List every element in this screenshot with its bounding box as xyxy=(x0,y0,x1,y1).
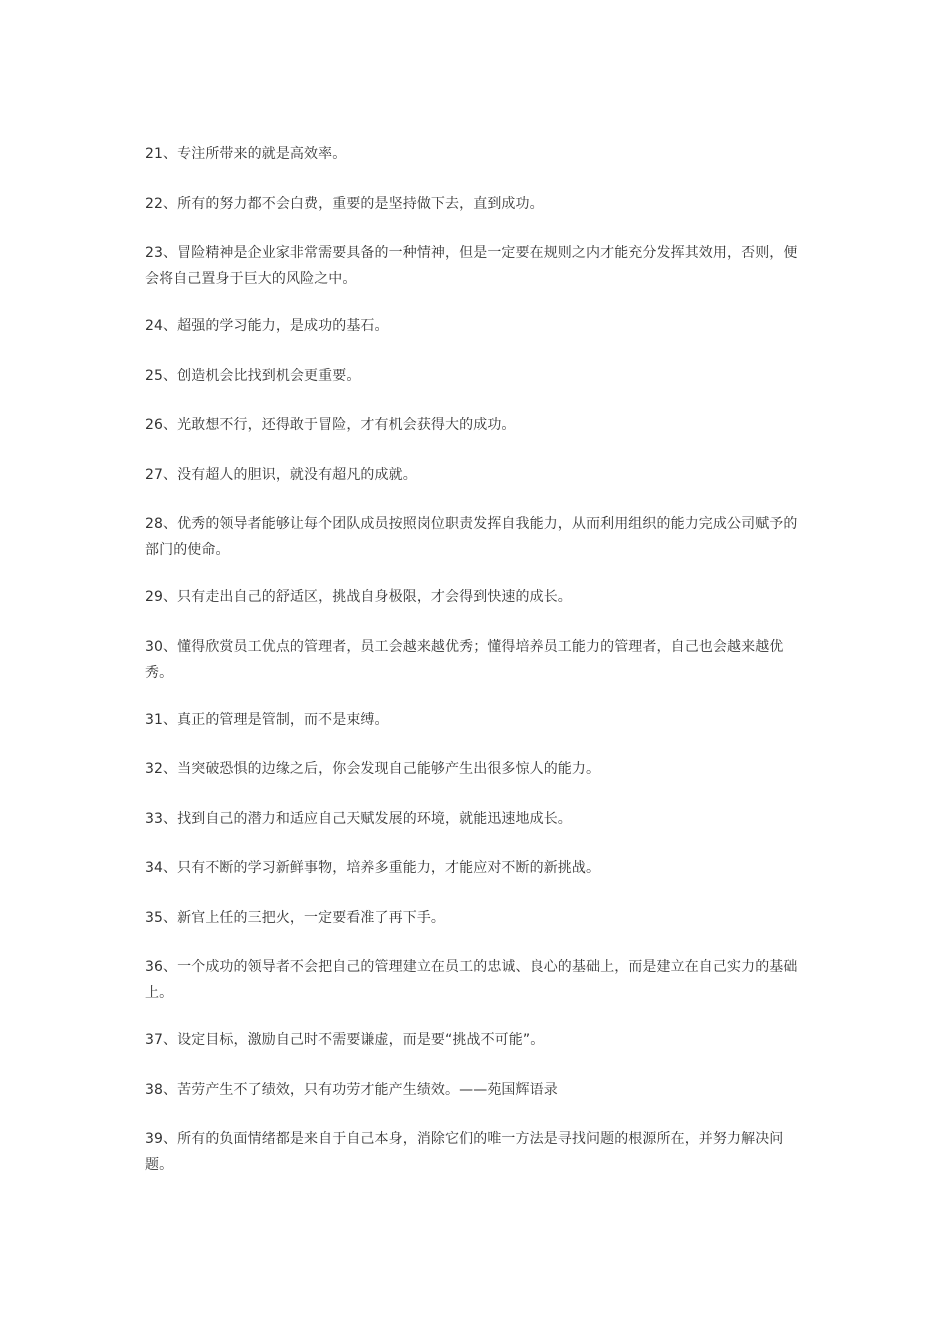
quote-item-30: 30、懂得欣赏员工优点的管理者，员工会越来越优秀；懂得培养员工能力的管理者，自己也会越来越优秀。 xyxy=(145,638,784,681)
quote-item-35: 35、新官上任的三把火，一定要看准了再下手。 xyxy=(145,909,446,926)
quote-item-32: 32、当突破恐惧的边缘之后，你会发现自己能够产生出很多惊人的能力。 xyxy=(145,761,601,777)
quote-item-27: 27、没有超人的胆识，就没有超凡的成就。 xyxy=(145,466,417,483)
quote-item-37: 37、设定目标，激励自己时不需要谦虚，而是要“挑战不可能”。 xyxy=(145,1032,545,1048)
quote-item-21: 21、专注所带来的就是高效率。 xyxy=(145,146,347,162)
quote-item-22: 22、所有的努力都不会白费，重要的是坚持做下去，直到成功。 xyxy=(145,195,544,212)
quote-item-29: 29、只有走出自己的舒适区，挑战自身极限，才会得到快速的成长。 xyxy=(145,589,572,605)
quote-item-28: 28、优秀的领导者能够让每个团队成员按照岗位职责发挥自我能力，从而利用组织的能力完成公司赋予的部门的使命。 xyxy=(145,516,798,558)
quote-item-31: 31、真正的管理是管制，而不是束缚。 xyxy=(145,711,389,728)
quote-item-23: 23、冒险精神是企业家非常需要具备的一种情神，但是一定要在规则之内才能充分发挥其效用，否则，便会将自己置身于巨大的风险之中。 xyxy=(145,245,798,287)
quote-item-39: 39、所有的负面情绪都是来自于自己本身，消除它们的唯一方法是寻找问题的根源所在，并努力解决问题。 xyxy=(145,1131,784,1173)
quote-item-26: 26、光敢想不行，还得敢于冒险，才有机会获得大的成功。 xyxy=(145,417,516,433)
quote-item-33: 33、找到自己的潜力和适应自己天赋发展的环境，就能迅速地成长。 xyxy=(145,810,572,827)
quote-item-38: 38、苦劳产生不了绩效，只有功劳才能产生绩效。——苑国辉语录 xyxy=(145,1081,558,1098)
quote-item-36: 36、一个成功的领导者不会把自己的管理建立在员工的忠诚、良心的基础上，而是建立在自己实力的基础上。 xyxy=(145,959,798,1001)
quote-item-24: 24、超强的学习能力，是成功的基石。 xyxy=(145,318,389,334)
quote-item-34: 34、只有不断的学习新鲜事物，培养多重能力，才能应对不断的新挑战。 xyxy=(145,860,601,876)
quote-item-25: 25、创造机会比找到机会更重要。 xyxy=(145,367,361,384)
quote-list xyxy=(145,141,805,1199)
